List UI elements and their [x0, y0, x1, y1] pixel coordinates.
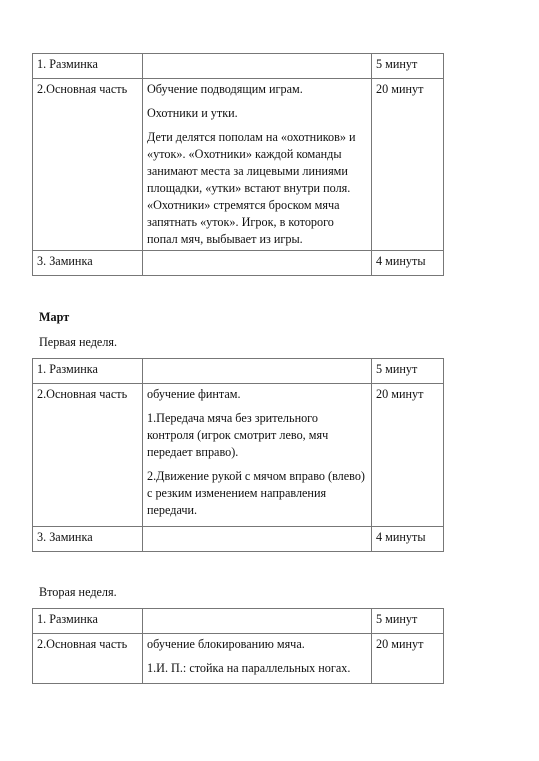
- table-row: [33, 384, 444, 527]
- table-row: [33, 359, 444, 384]
- stage-cell: 1. Разминка: [33, 359, 143, 384]
- content-cell: [143, 79, 372, 251]
- content-paragraph: 1.И. П.: стойка на параллельных ногах.: [147, 661, 351, 675]
- content-paragraph: обучение блокированию мяча.: [147, 637, 305, 651]
- stage-cell: 2.Основная часть: [33, 384, 143, 527]
- content-paragraph: Обучение подводящим играм.: [147, 82, 303, 96]
- content-cell: [143, 527, 372, 552]
- table-row: [33, 54, 444, 79]
- time-cell: 4 минуты: [372, 251, 444, 276]
- content-cell: [143, 54, 372, 79]
- stage-cell: 3. Заминка: [33, 251, 143, 276]
- time-cell: 4 минуты: [372, 527, 444, 552]
- content-paragraph: 2.Движение рукой с мячом вправо (влево) с резким изменением направления передачи.: [147, 469, 365, 517]
- content-cell: [143, 359, 372, 384]
- stage-cell: 1. Разминка: [33, 609, 143, 634]
- content-cell: [143, 609, 372, 634]
- month-heading: Март: [39, 310, 70, 324]
- content-paragraph: 1.Передача мяча без зрительного контроля (игрок смотрит лево, мяч передает вправо).: [147, 411, 329, 459]
- time-cell: 5 минут: [372, 359, 444, 384]
- stage-cell: 3. Заминка: [33, 527, 143, 552]
- stage-cell: 2.Основная часть: [33, 79, 143, 251]
- time-cell: 20 минут: [372, 79, 444, 251]
- content-paragraph: Дети делятся пополам на «охотников» и «уток». «Охотники» каждой команды занимают места за лицевыми линиями площадки, «утки» встают внутри поля. «Охотники» стремятся броском мяча запятнать «уток». Игрок, в которого попал мяч, выбывает из игры.: [147, 130, 356, 246]
- stage-cell: 1. Разминка: [33, 54, 143, 79]
- week-heading-2: Вторая неделя.: [39, 585, 117, 599]
- lesson-table-3: [32, 608, 444, 684]
- content-cell: [143, 634, 372, 684]
- stage-cell: 2.Основная часть: [33, 634, 143, 684]
- time-cell: 20 минут: [372, 634, 444, 684]
- table-row: [33, 634, 444, 684]
- week-heading-1: Первая неделя.: [39, 335, 118, 349]
- content-paragraph: обучение финтам.: [147, 387, 241, 401]
- lesson-table-2: [32, 358, 444, 552]
- table-row: [33, 79, 444, 251]
- table-row: [33, 609, 444, 634]
- table-row: [33, 251, 444, 276]
- time-cell: 5 минут: [372, 609, 444, 634]
- content-paragraph: Охотники и утки.: [147, 106, 238, 120]
- time-cell: 20 минут: [372, 384, 444, 527]
- time-cell: 5 минут: [372, 54, 444, 79]
- content-cell: [143, 384, 372, 527]
- content-cell: [143, 251, 372, 276]
- table-row: [33, 527, 444, 552]
- lesson-table-1: [32, 53, 444, 276]
